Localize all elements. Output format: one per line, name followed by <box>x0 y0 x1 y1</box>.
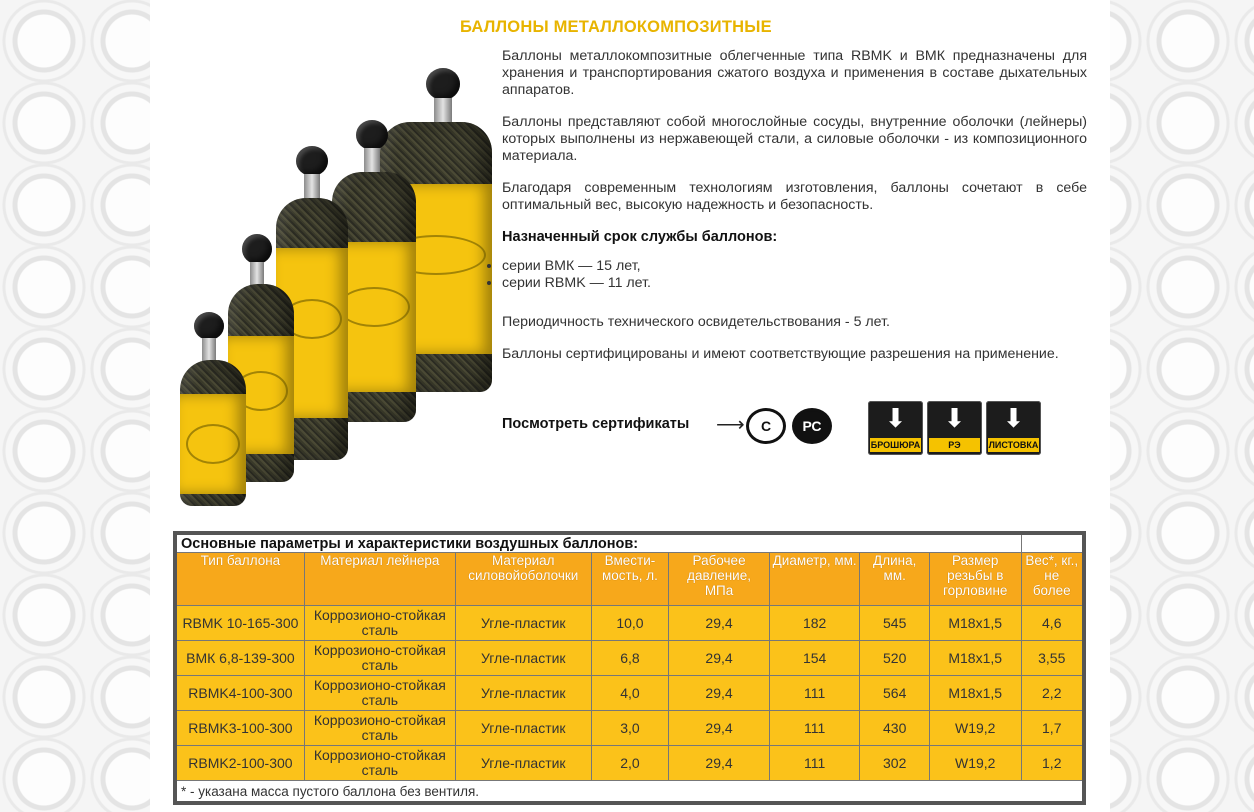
col-header: Рабочее давление, МПа <box>669 553 770 606</box>
leaflet-download-button[interactable]: ⬇ ЛИСТОВКА <box>986 401 1041 455</box>
list-item: • серии ВМК — 15 лет, <box>502 258 1087 275</box>
description <box>502 48 1087 378</box>
inspection-text: Периодичность технического освидетельствования - 5 лет. <box>502 314 890 330</box>
cert-gost-icon[interactable]: С <box>746 408 786 444</box>
download-icon: ⬇ <box>884 403 907 433</box>
table-row: RBMK3-100-300 Коррозионо-стойкая сталь Угле-пластик 3,0 29,4 111 430 W19,2 1,7 <box>175 711 1084 746</box>
col-header: Диаметр, мм. <box>769 553 860 606</box>
certified-text: Баллоны сертифицированы и имеют соответствующие разрешения на применение. <box>502 346 1059 362</box>
specs-table <box>173 531 1086 805</box>
table-footnote: * - указана масса пустого баллона без вентиля. <box>175 781 1084 804</box>
page-title: БАЛЛОНЫ МЕТАЛЛОКОМПОЗИТНЫЕ <box>460 18 772 36</box>
brochure-download-button[interactable]: ⬇ БРОШЮРА <box>868 401 923 455</box>
valve-icon <box>242 234 272 264</box>
manual-download-button[interactable]: ⬇ РЭ <box>927 401 982 455</box>
paragraph-purpose: Баллоны металлокомпозитные облегченные типа RBMK и ВМК предназначены для хранения и транспортирования сжатого воздуха и применения в составе дыхательных аппаратов. <box>502 48 1087 98</box>
table-row: RBMK 10-165-300 Коррозионо-стойкая сталь Угле-пластик 10,0 29,4 182 545 M18x1,5 4,6 <box>175 606 1084 641</box>
table-row: RBMK4-100-300 Коррозионо-стойкая сталь Угле-пластик 4,0 29,4 111 564 M18x1,5 2,2 <box>175 676 1084 711</box>
service-life-list <box>488 258 1087 292</box>
valve-icon <box>356 120 388 150</box>
table-caption: Основные параметры и характеристики воздушных баллонов: <box>175 533 1021 553</box>
valve-icon <box>194 312 224 340</box>
service-life-heading: Назначенный срок службы баллонов: <box>502 229 778 245</box>
paragraph-structure: Баллоны представляют собой многослойные сосуды, внутренние оболочки (лейнеры) которых выполнены из нержавеющей стали, а силовые оболочки - из композиционного материала. <box>502 114 1087 164</box>
valve-icon <box>426 68 460 100</box>
certificates-link[interactable]: Посмотреть сертификаты <box>502 416 690 432</box>
table-row: RBMK2-100-300 Коррозионо-стойкая сталь Угле-пластик 2,0 29,4 111 302 W19,2 1,2 <box>175 746 1084 781</box>
valve-icon <box>296 146 328 176</box>
col-header: Вес*, кг., не более <box>1021 553 1084 606</box>
certificates-row <box>502 398 1102 458</box>
download-icon: ⬇ <box>1002 403 1025 433</box>
cert-rs-icon[interactable]: РС <box>792 408 832 444</box>
download-icon: ⬇ <box>943 403 966 433</box>
col-header: Материал лейнера <box>304 553 455 606</box>
col-header: Тип баллона <box>175 553 304 606</box>
table-row: ВМК 6,8-139-300 Коррозионо-стойкая сталь Угле-пластик 6,8 29,4 154 520 M18x1,5 3,55 <box>175 641 1084 676</box>
col-header: Размер резьбы в горловине <box>929 553 1021 606</box>
arrow-right-icon: ⟶ <box>716 414 745 436</box>
col-header: Вмести-мость, л. <box>591 553 669 606</box>
paragraph-benefits: Благодаря современным технологиям изготовления, баллоны сочетают в себе оптимальный вес, высокую надежность и безопасность. <box>502 180 1087 213</box>
list-item: • серии RBMK — 11 лет. <box>502 275 1087 292</box>
cylinders-image <box>180 60 500 515</box>
col-header: Длина, мм. <box>860 553 929 606</box>
col-header: Материал силовойоболочки <box>455 553 591 606</box>
main-content <box>150 0 1110 812</box>
cylinder-2l <box>180 360 246 506</box>
table-header-row <box>175 553 1084 606</box>
